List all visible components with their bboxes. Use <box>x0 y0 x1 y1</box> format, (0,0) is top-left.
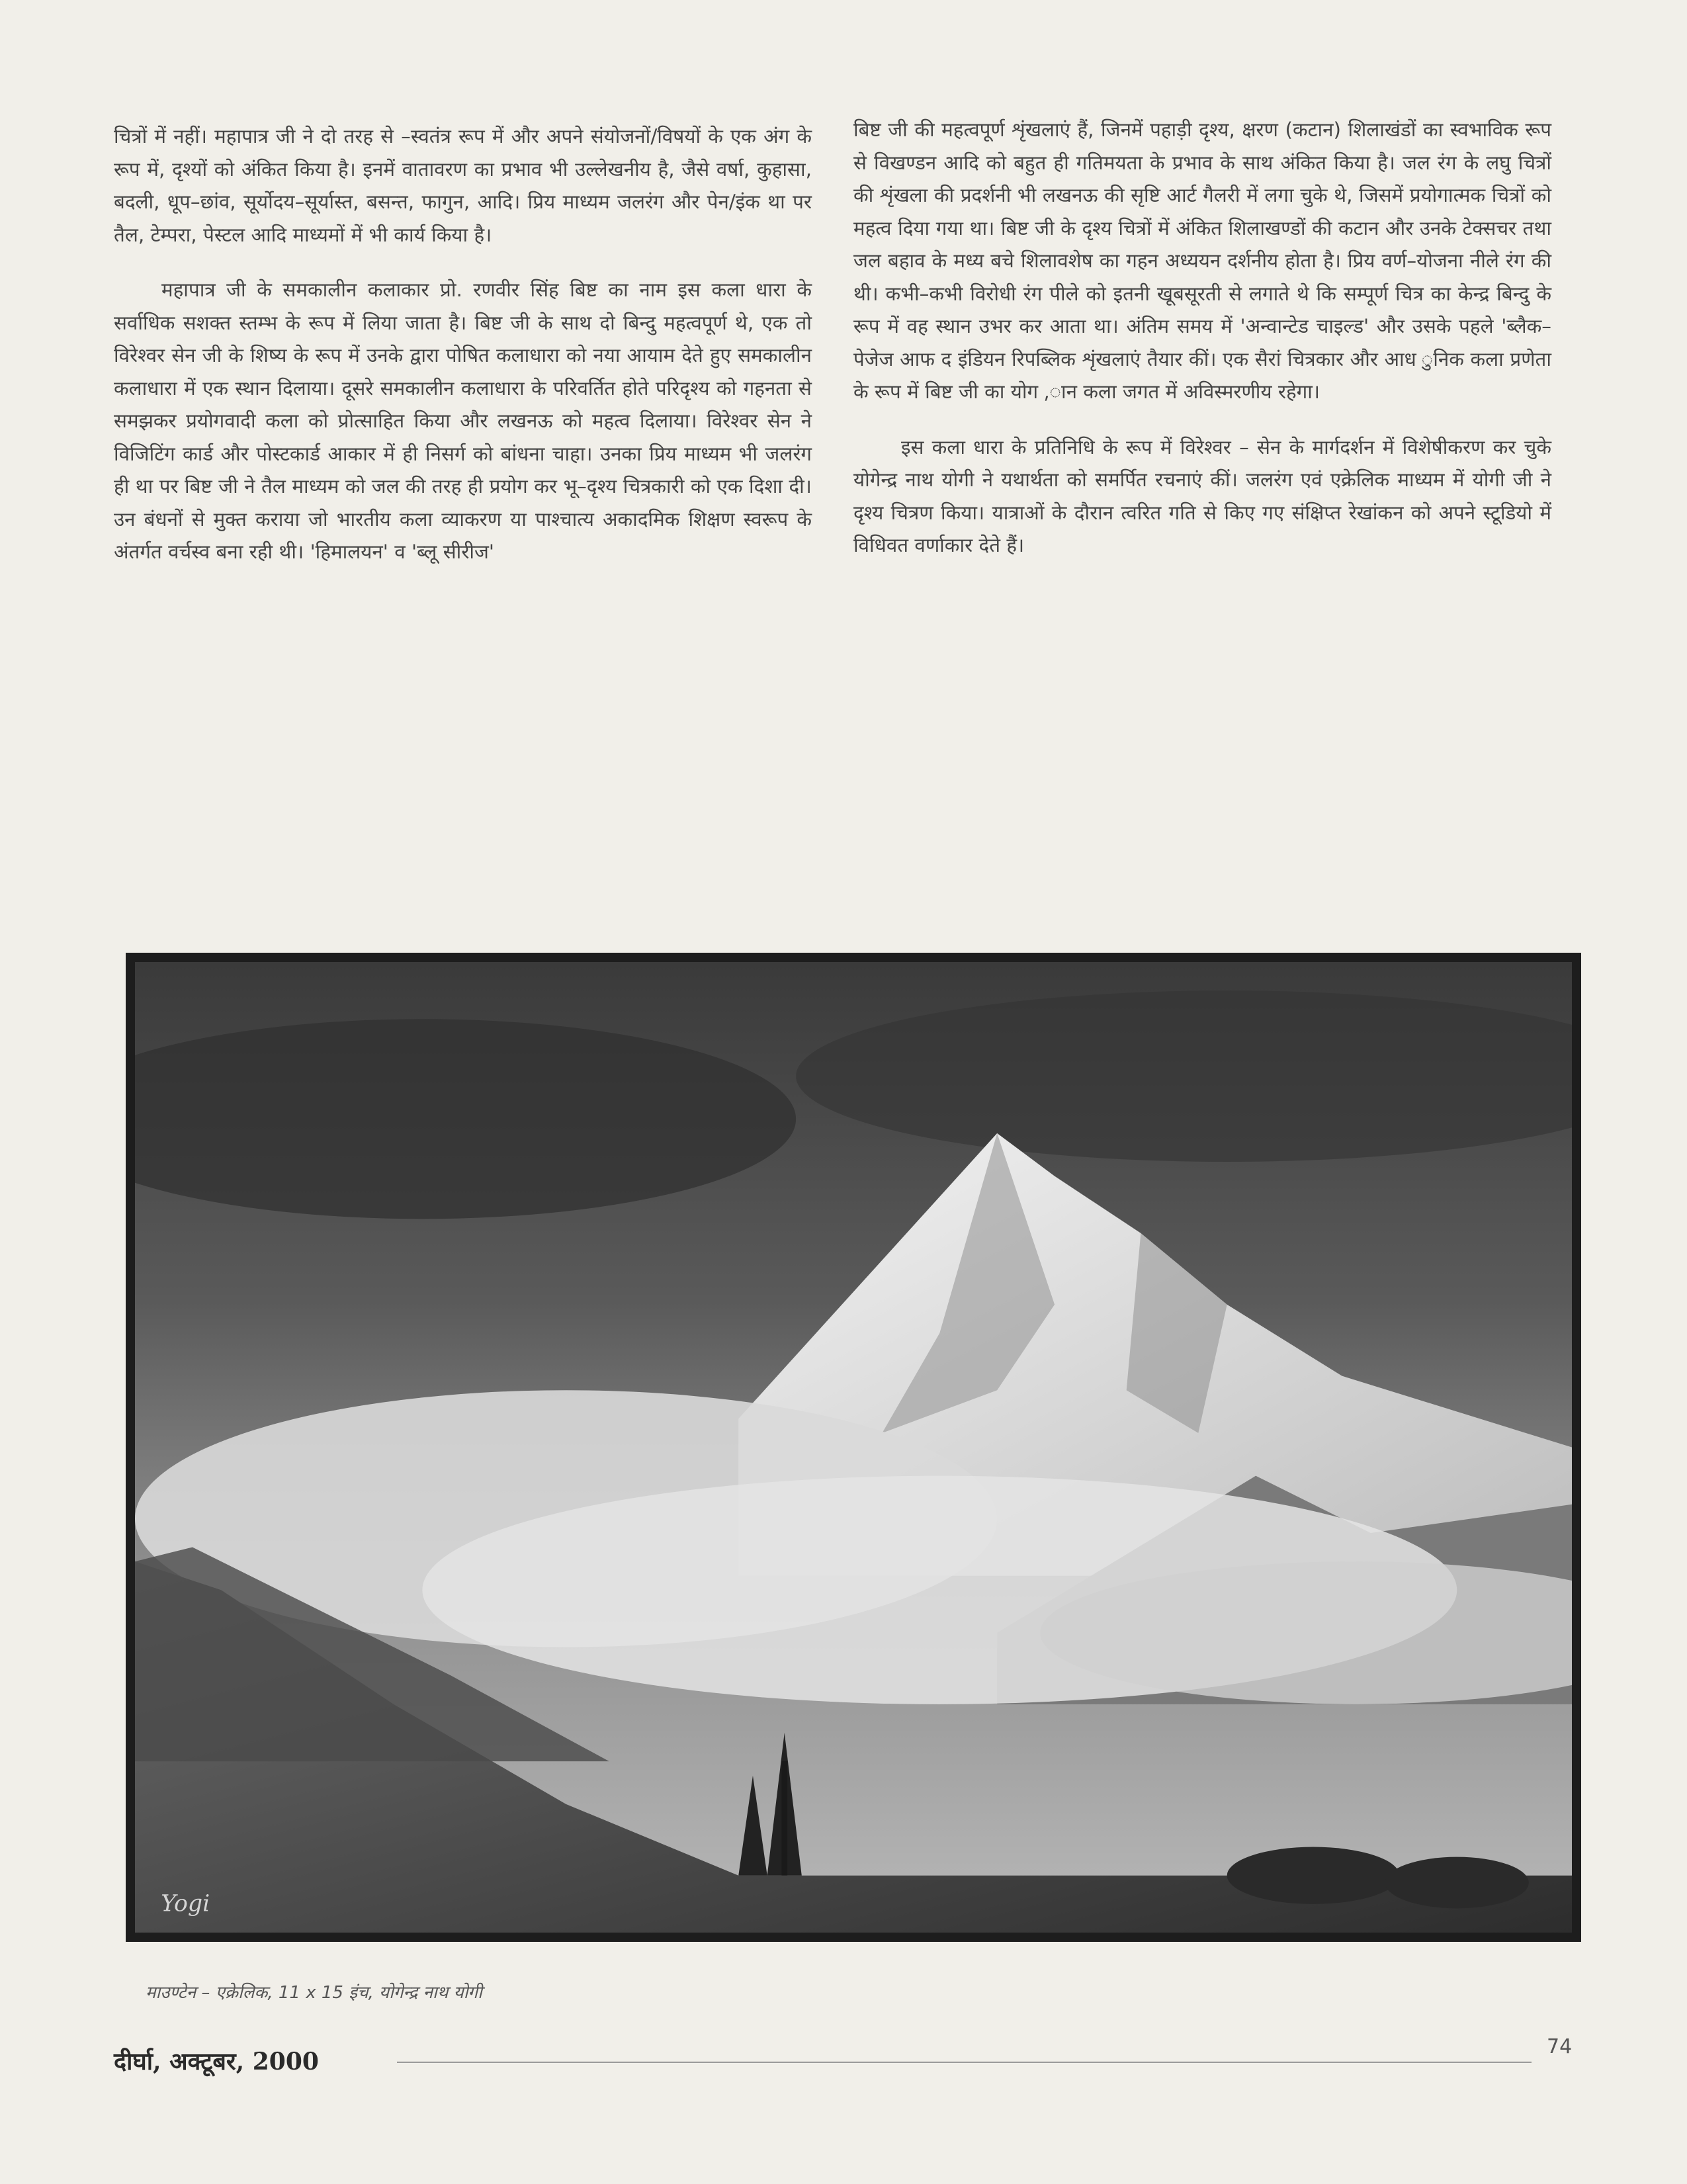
paragraph: महापात्र जी के समकालीन कलाकार प्रो. रणवीर सिंह बिष्ट का नाम इस कला धारा के सर्वाधिक सशक्त स्तम्भ के रूप में लिया जाता है। बिष्ट जी के साथ दो बिन्दु महत्वपूर्ण थे, एक तो विरेश्वर सेन जी के शिष्य के रूप में उनके द्वारा पोषित कलाधारा को नया आयाम देते हुए समकालीन कलाधारा में एक स्थान दिलाया। दूसरे समकालीन कलाधारा के परिवर्तित होते परिदृश्य को गहनता से समझकर प्रयोगवादी कला को प्रोत्साहित किया और लखनऊ को महत्व दिलाया। विरेश्वर सेन ने विजिटिंग कार्ड और पोस्टकार्ड आकार में ही निसर्ग को बांधना चाहा। उनका प्रिय माध्यम भी जलरंग ही था पर बिष्ट जी ने तैल माध्यम को जल की तरह ही प्रयोग कर भू–दृश्य चित्रकारी को एक दिशा दी। उन बंधनों से मुक्त कराया जो भारतीय कला व्याकरण या पाश्चात्य अकादमिक शिक्षण स्वरूप के अंतर्गत वर्चस्व बना रही थी। 'हिमालयन' व 'ब्लू सीरीज' <box>114 279 812 563</box>
article-right-column <box>853 114 1551 585</box>
painting-signature: Yogi <box>161 1890 210 1917</box>
footer-publication-title: दीर्घा, अक्टूबर, 2000 <box>114 2048 319 2075</box>
figure-caption: माउण्टेन – एक्रेलिक, 11 x 15 इंच, योगेन्द्र नाथ योगी <box>146 1983 482 2003</box>
paragraph: चित्रों में नहीं। महापात्र जी ने दो तरह से –स्वतंत्र रूप में और अपने संयोजनों/विषयों के एक अंग के रूप में, दृश्यों को अंकित किया है। इनमें वातावरण का प्रभाव भी उल्लेखनीय है, जैसे वर्षा, कुहासा, बदली, धूप–छांव, सूर्योदय–सूर्यास्त, बसन्त, फागुन, आदि। प्रिय माध्यम जलरंग और पेन/इंक था पर तैल, टेम्परा, पेस्टल आदि माध्यमों में भी कार्य किया है। <box>114 125 812 246</box>
paragraph: इस कला धारा के प्रतिनिधि के रूप में विरेश्वर – सेन के मार्गदर्शन में विशेषीकरण कर चुके योगेन्द्र नाथ योगी ने यथार्थता को समर्पित रचनाएं कीं। जलरंग एवं एक्रेलिक माध्यम में योगी जी ने दृश्य चित्रण किया। यात्राओं के दौरान त्वरित गति से किए गए संक्षिप्त रेखांकन को अपने स्टूडियो में विधिवत वर्णाकार देते हैं। <box>853 435 1551 556</box>
article-left-column <box>114 120 812 591</box>
footer-rule <box>397 2062 1532 2063</box>
paragraph: बिष्ट जी की महत्वपूर्ण शृंखलाएं हैं, जिनमें पहाड़ी दृश्य, क्षरण (कटान) शिलाखंडों का स्वभाविक रूप से विखण्डन आदि को बहुत ही गतिमयता के प्रभाव के साथ अंकित किया है। जल रंग के लघु चित्रों की शृंखला की प्रदर्शनी भी लखनऊ की सृष्टि आर्ट गैलरी में लगा चुके थे, जिसमें प्रयोगात्मक चित्रों को महत्व दिया गया था। बिष्ट जी के दृश्य चित्रों में अंकित शिलाखण्डों की कटान और उनके टेक्सचर तथा जल बहाव के मध्य बचे शिलावशेष का गहन अध्ययन दर्शनीय होता है। प्रिय वर्ण–योजना नीले रंग की थी। कभी–कभी विरोधी रंग पीले को इतनी खूबसूरती से लगाते थे कि सम्पूर्ण चित्र का केन्द्र बिन्दु के रूप में वह स्थान उभर कर आता था। अंतिम समय में 'अन्वान्टेड चाइल्ड' और उसके पहले 'ब्लैक–पेजेज आफ द इंडियन रिपब्लिक शृंखलाएं तैयार कीं। एक सैरां चित्रकार और आध ुनिक कला प्रणेता के रूप में बिष्ट जी का योग ,ान कला जगत में अविस्मरणीय रहेगा। <box>853 118 1551 403</box>
painting-image <box>135 962 1572 1933</box>
painting-mountain <box>126 953 1581 1942</box>
page-number: 74 <box>1547 2035 1573 2058</box>
